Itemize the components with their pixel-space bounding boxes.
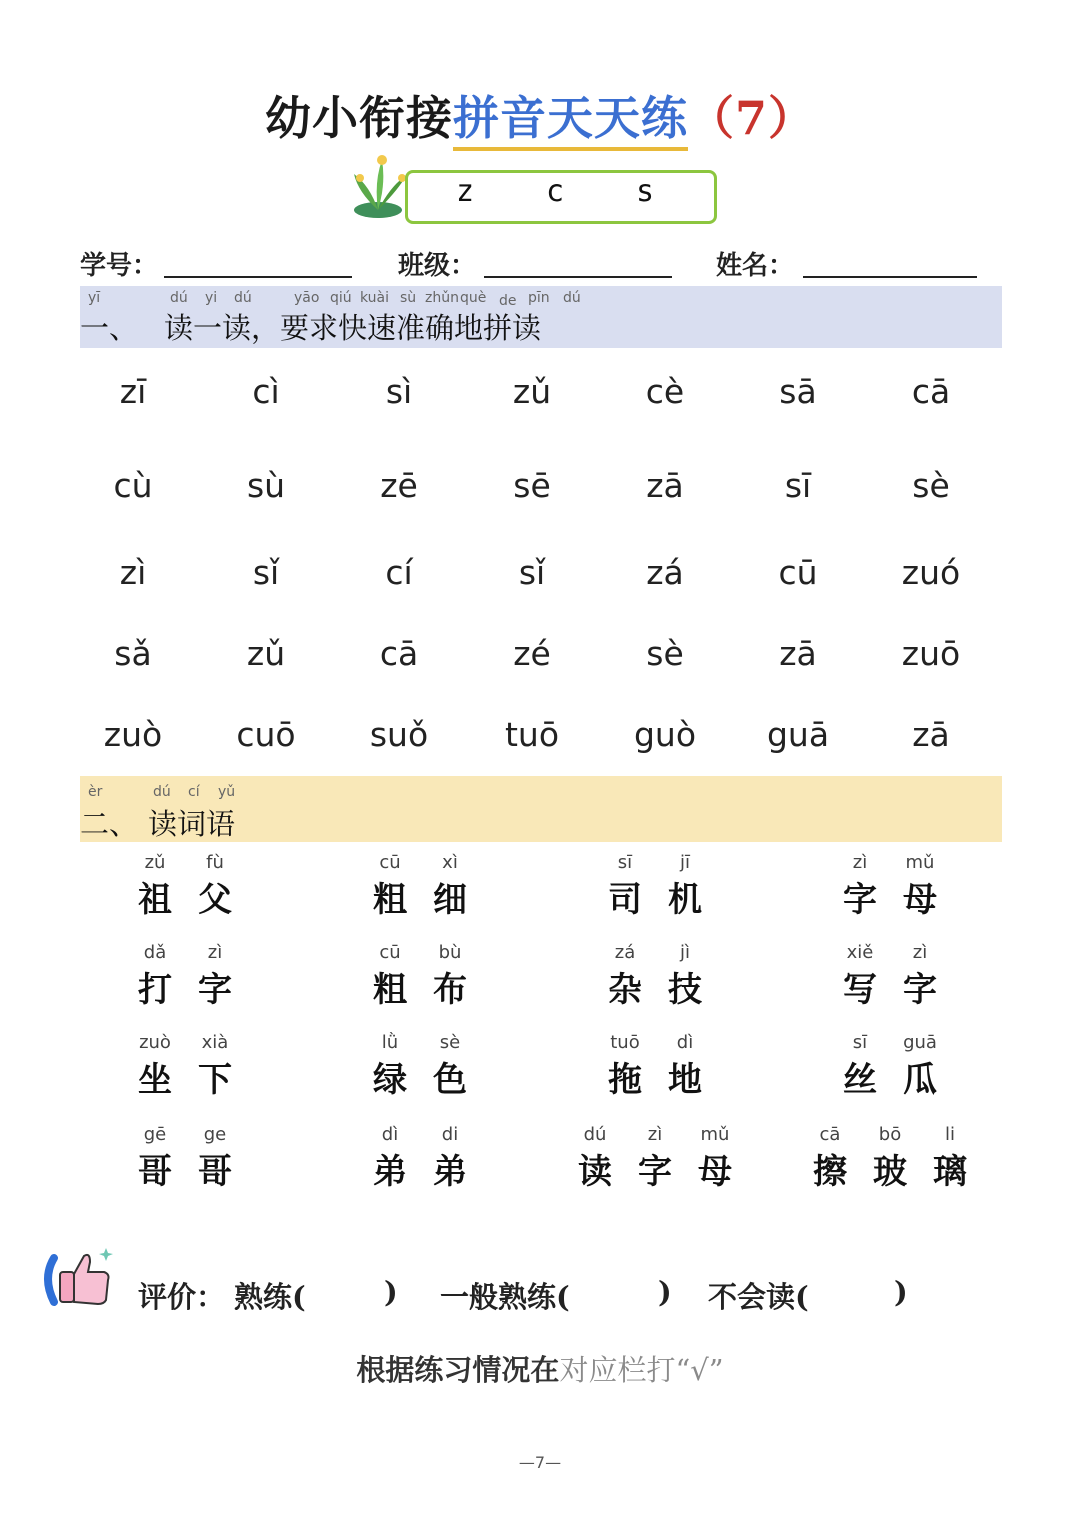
word-pinyin: li	[944, 1124, 955, 1145]
evaluation-close-1: )	[384, 1275, 398, 1309]
word-character: 粗	[373, 970, 407, 1010]
evaluation-close-3: )	[894, 1275, 908, 1309]
class-label: 班级：	[398, 251, 477, 281]
word-pinyin: jì	[679, 942, 690, 963]
pinyin-syllable: zì	[119, 553, 147, 592]
section1-pinyin: zhǔn	[425, 290, 459, 306]
word-pinyin: tuō	[610, 1032, 640, 1053]
evaluation-label: 评价：	[138, 1280, 226, 1314]
word-character: 绿	[373, 1060, 407, 1100]
pinyin-syllable: sī	[784, 466, 812, 505]
section2-pinyin: yǔ	[218, 784, 236, 800]
letter-z: z	[455, 174, 475, 209]
section1-pinyin: kuài	[360, 290, 390, 306]
word-pinyin: lǜ	[381, 1032, 399, 1053]
pinyin-syllable: sè	[912, 466, 950, 505]
pinyin-syllable: zuó	[901, 553, 961, 592]
word-character: 布	[433, 970, 467, 1010]
word-pinyin: dì	[676, 1032, 694, 1053]
pinyin-syllable: cì	[252, 372, 280, 411]
thumbs-up-icon	[40, 1244, 114, 1312]
word-character: 丝	[843, 1060, 877, 1100]
word-character: 司	[608, 880, 642, 920]
pinyin-syllable: sù	[246, 466, 286, 505]
word-pinyin: cā	[819, 1124, 841, 1145]
evaluation-close-2: )	[658, 1275, 672, 1309]
pinyin-syllable: zá	[646, 553, 684, 592]
word-pinyin: zǔ	[144, 852, 166, 873]
word-character: 字	[903, 970, 937, 1010]
word-pinyin: mǔ	[905, 852, 935, 873]
word-pinyin: ge	[203, 1124, 227, 1145]
evaluation-option-fluent: 熟练(	[234, 1280, 306, 1314]
section1-pinyin: què	[460, 290, 487, 306]
word-pinyin: fù	[206, 852, 224, 873]
word-character: 祖	[138, 880, 172, 920]
word-character: 拖	[608, 1060, 642, 1100]
pinyin-syllable: cuō	[236, 715, 296, 754]
title-part3: （7）	[687, 91, 815, 145]
section2-title: 读词语	[148, 807, 236, 841]
note-light: 对应栏打“√”	[559, 1353, 724, 1387]
section1-pinyin: dú	[234, 290, 252, 306]
word-character: 技	[668, 970, 702, 1010]
section1-pinyin: yāo	[294, 290, 320, 306]
pinyin-syllable: zǔ	[512, 372, 552, 411]
word-pinyin: dì	[381, 1124, 399, 1145]
pinyin-syllable: cā	[911, 372, 951, 411]
word-pinyin: mǔ	[700, 1124, 730, 1145]
word-character: 下	[198, 1060, 232, 1100]
word-pinyin: dú	[583, 1124, 607, 1145]
pinyin-syllable: cā	[379, 634, 419, 673]
word-character: 字	[198, 970, 232, 1010]
word-character: 机	[668, 880, 702, 920]
pinyin-syllable: cù	[113, 466, 153, 505]
word-pinyin: dǎ	[143, 942, 167, 963]
word-pinyin: xiě	[846, 942, 874, 963]
section1-pinyin: dú	[170, 290, 188, 306]
section1-pinyin: sù	[400, 290, 417, 306]
pinyin-syllable: sì	[385, 372, 413, 411]
word-pinyin: zá	[614, 942, 636, 963]
word-pinyin: jī	[679, 852, 690, 873]
pinyin-syllable: zā	[646, 466, 684, 505]
word-character: 哥	[198, 1152, 232, 1192]
pinyin-syllable: zī	[119, 372, 147, 411]
title-part1: 幼小衔接	[264, 91, 453, 145]
word-character: 弟	[373, 1152, 407, 1192]
word-pinyin: cū	[379, 852, 401, 873]
word-character: 写	[843, 970, 877, 1010]
page-title	[0, 82, 1080, 148]
class-line[interactable]	[484, 276, 672, 278]
word-pinyin: zì	[647, 1124, 663, 1145]
page-number: —7—	[518, 1453, 562, 1472]
section1-pinyin: yī	[88, 290, 101, 306]
word-character: 读	[578, 1152, 612, 1192]
word-character: 字	[843, 880, 877, 920]
word-character: 粗	[373, 880, 407, 920]
word-character: 玻	[873, 1152, 907, 1192]
pinyin-syllable: sā	[779, 372, 817, 411]
pinyin-syllable: cè	[645, 372, 685, 411]
pinyin-syllable: tuō	[504, 715, 560, 754]
section2-number: 二、	[80, 807, 139, 841]
pinyin-syllable: sē	[513, 466, 551, 505]
word-pinyin: zì	[852, 852, 868, 873]
word-character: 坐	[138, 1060, 172, 1100]
student-id-line[interactable]	[164, 276, 352, 278]
pinyin-syllable: cū	[778, 553, 818, 592]
student-id-label: 学号：	[80, 251, 159, 281]
word-character: 擦	[813, 1152, 847, 1192]
section1-pinyin: pīn	[528, 290, 550, 306]
pinyin-syllable: cí	[385, 553, 413, 592]
word-pinyin: sè	[439, 1032, 461, 1053]
word-character: 父	[198, 880, 232, 920]
word-character: 杂	[608, 970, 642, 1010]
word-character: 地	[668, 1060, 702, 1100]
word-pinyin: cū	[379, 942, 401, 963]
word-pinyin: gē	[143, 1124, 167, 1145]
evaluation-option-cannot: 不会读(	[708, 1280, 809, 1314]
section2-pinyin: èr	[88, 784, 103, 800]
section1-pinyin: de	[499, 293, 517, 309]
pinyin-syllable: zé	[513, 634, 551, 673]
word-pinyin: bù	[438, 942, 462, 963]
word-pinyin: xì	[442, 852, 458, 873]
word-character: 璃	[933, 1152, 967, 1192]
word-pinyin: sī	[852, 1032, 868, 1053]
pinyin-syllable: zǔ	[246, 634, 286, 673]
pinyin-syllable: sǐ	[518, 553, 546, 592]
pinyin-syllable: zā	[779, 634, 817, 673]
instruction-note	[0, 1348, 1080, 1389]
word-pinyin: zì	[912, 942, 928, 963]
section2-pinyin: cí	[188, 784, 200, 800]
evaluation-option-average: 一般熟练(	[440, 1280, 570, 1314]
word-pinyin: zì	[207, 942, 223, 963]
note-dark: 根据练习情况在	[356, 1353, 560, 1387]
word-character: 瓜	[903, 1060, 937, 1100]
word-character: 母	[903, 880, 937, 920]
word-character: 弟	[433, 1152, 467, 1192]
pinyin-syllable: guò	[633, 715, 697, 754]
word-pinyin: xià	[201, 1032, 229, 1053]
pinyin-syllable: zuò	[103, 715, 163, 754]
pinyin-syllable: sè	[646, 634, 684, 673]
letter-c: c	[545, 174, 565, 209]
letters-row	[420, 174, 690, 209]
word-character: 字	[638, 1152, 672, 1192]
title-part2: 拼音天天练	[453, 91, 688, 151]
section1-pinyin: qiú	[330, 290, 352, 306]
word-character: 细	[433, 880, 467, 920]
word-character: 打	[138, 970, 172, 1010]
section2-pinyin: dú	[153, 784, 171, 800]
letter-s: s	[635, 174, 655, 209]
section1-pinyin: yi	[205, 290, 218, 306]
pinyin-syllable: zā	[912, 715, 950, 754]
word-pinyin: guā	[903, 1032, 937, 1053]
pinyin-syllable: zuō	[901, 634, 961, 673]
name-label: 姓名：	[716, 251, 795, 281]
word-pinyin: sī	[617, 852, 633, 873]
word-pinyin: di	[441, 1124, 459, 1145]
word-pinyin: bō	[878, 1124, 902, 1145]
section1-title: 读一读，要求快速准确地拼读	[164, 311, 542, 345]
section1-pinyin: dú	[563, 290, 581, 306]
name-line[interactable]	[803, 276, 977, 278]
pinyin-syllable: sǎ	[114, 634, 152, 673]
section1-number: 一、	[80, 311, 139, 345]
pinyin-syllable: guā	[766, 715, 830, 754]
word-character: 色	[433, 1060, 467, 1100]
pinyin-syllable: zē	[380, 466, 418, 505]
pinyin-syllable: sǐ	[252, 553, 280, 592]
word-pinyin: zuò	[139, 1032, 171, 1053]
word-character: 母	[698, 1152, 732, 1192]
pinyin-syllable: suǒ	[369, 715, 429, 754]
word-character: 哥	[138, 1152, 172, 1192]
